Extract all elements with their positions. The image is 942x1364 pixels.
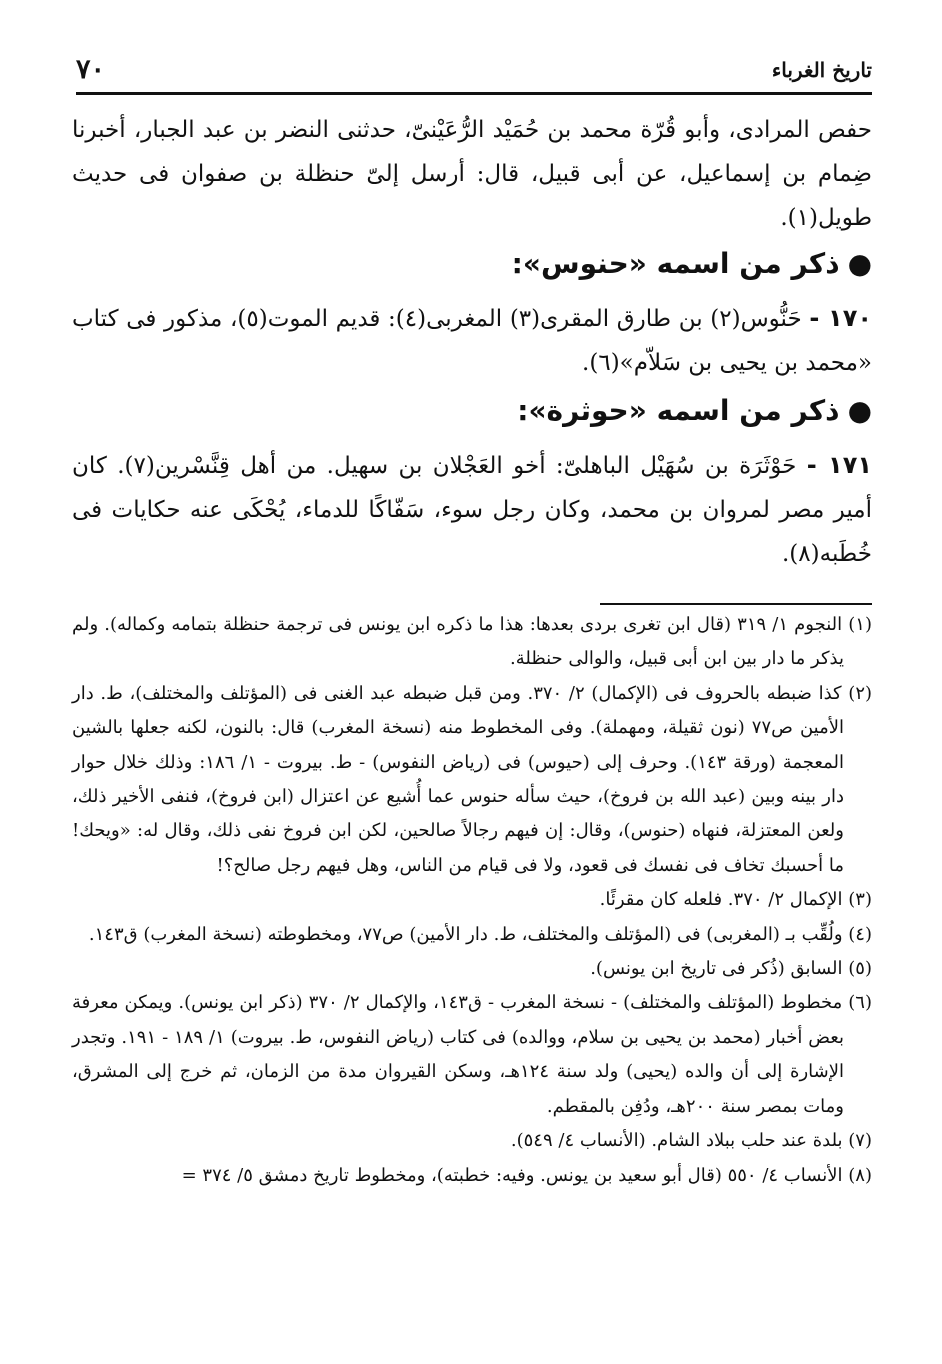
heading-text: ذكر من اسمه «حوثرة»: [517,394,840,427]
section-heading-hawthara [72,391,872,431]
section-heading-hanus [72,244,872,284]
footnote-5: (٥) السابق (ذُكر فى تاريخ ابن يونس). [590,958,872,980]
header-rule [76,92,872,95]
entry-170 [72,296,872,385]
entry-number: ١٧٠ - [809,304,872,332]
entry-text: حَوْثَرَة بن سُهَيْل الباهلىّ: أخو العَجْلان بن سهيل. من أهل قِنَّسْرين(٧). كان أمير مصر لمروان بن محمد، وكان رجل سوء، سَفّاكًا للدماء، يُحْكَى عنه حكايات فى خُطَبه(٨). [72,453,872,567]
footnote-1: (١) النجوم ١/ ٣١٩ (قال ابن تغرى بردى بعدها: هذا ما ذكره ابن يونس فى ترجمة حنظلة بتمامه وكماله). ولم يذكر ما دار بين ابن أبى قبيل، والوالى حنظلة. [72,614,872,670]
footnote-separator [600,603,872,605]
footnote-8: (٨) الأنساب ٤/ ٥٥٠ (قال أبو سعيد بن يونس. وفيه: خطبته)، ومخطوط تاريخ دمشق ٥/ ٣٧٤ = [181,1164,872,1186]
footnote-6: (٦) مخطوط (المؤتلف والمختلف) - نسخة المغرب - ق١٤٣، والإكمال ٢/ ٣٧٠ (ذكر ابن يونس). ويمكن معرفة بعض أخبار (محمد بن يحيى بن سلام، ووالده) فى كتاب (رياض النفوس، ط. بيروت) ١/ ١٨٩ - ١٩١. وتجدر الإشارة إلى أن والده (يحيى) ولد سنة ١٢٤هـ، وسكن القيروان مدة من الزمان، ثم خرج إلى المشرق، ومات بمصر سنة ٢٠٠هـ، ودُفِن بالمقطم. [72,992,872,1117]
page-number: ٧٠ [76,54,106,85]
bullet-icon: ● [847,247,872,280]
footnote-2: (٢) كذا ضبطه بالحروف فى (الإكمال) ٢/ ٣٧٠. ومن قبل ضبطه عبد الغنى فى (المؤتلف والمختلف)، ط. دار الأمين ص٧٧ (نون ثقيلة، ومهملة). وفى المخطوط منه (نسخة المغرب) قال: بالنون، لكنه جعلها بالشين المعجمة (ورقة ١٤٣). وحرف إلى (حيوس) فى (رياض النفوس) - ط. بيروت - ١/ ١٨٦: وذلك خلال حوار دار بينه وبين (عبد الله بن فروخ)، حيث سأله حنوس عما أُشيع عن اعتزال (ابن فروخ)، فنفى الأخير ذلك، ولعن المعتزلة، فنهاه (حنوس)، وقال: إن فيهم رجالاً صالحين، لكن ابن فروخ نفى ذلك، وقال له: «ويحك! ما أحسبك تخاف فى نفسك فى قعود، ولا فى قيام من الناس، وهل فيهم رجل صالح؟! [72,682,873,876]
page-header [76,50,872,92]
entry-text: حَنُّوس(٢) بن طارق المقرى(٣) المغربى(٤): قديم الموت(٥)، مذكور فى كتاب «محمد بن يحيى بن سَلاّم»(٦). [72,306,872,376]
entry-number: ١٧١ - [806,451,872,479]
footnote-7: (٧) بلدة عند حلب ببلاد الشام. (الأنساب ٤/ ٥٤٩). [510,1130,872,1152]
bullet-icon: ● [847,394,872,427]
footnote-4: (٤) ولُقِّب بـ (المغربى) فى (المؤتلف والمختلف، ط. دار الأمين) ص٧٧، ومخطوطته (نسخة المغرب) ق١٤٣. [88,923,872,945]
entry-171 [72,443,872,576]
running-title: تاريخ الغرباء [771,58,872,82]
heading-text: ذكر من اسمه «حنوس»: [511,247,840,280]
footnotes [72,608,872,1193]
paragraph-continuation: حفص المرادى، وأبو قُرّة محمد بن حُمَيْد الرُّعَيْنىّ، حدثنى النضر بن عبد الجبار، أخبرنا ضِمام بن إسماعيل، عن أبى قبيل، قال: أرسل إلىّ حنظلة بن صفوان فى حديث طويل(١). [72,117,872,231]
footnote-3: (٣) الإكمال ٢/ ٣٧٠. فلعله كان مقرئًا. [599,889,872,911]
